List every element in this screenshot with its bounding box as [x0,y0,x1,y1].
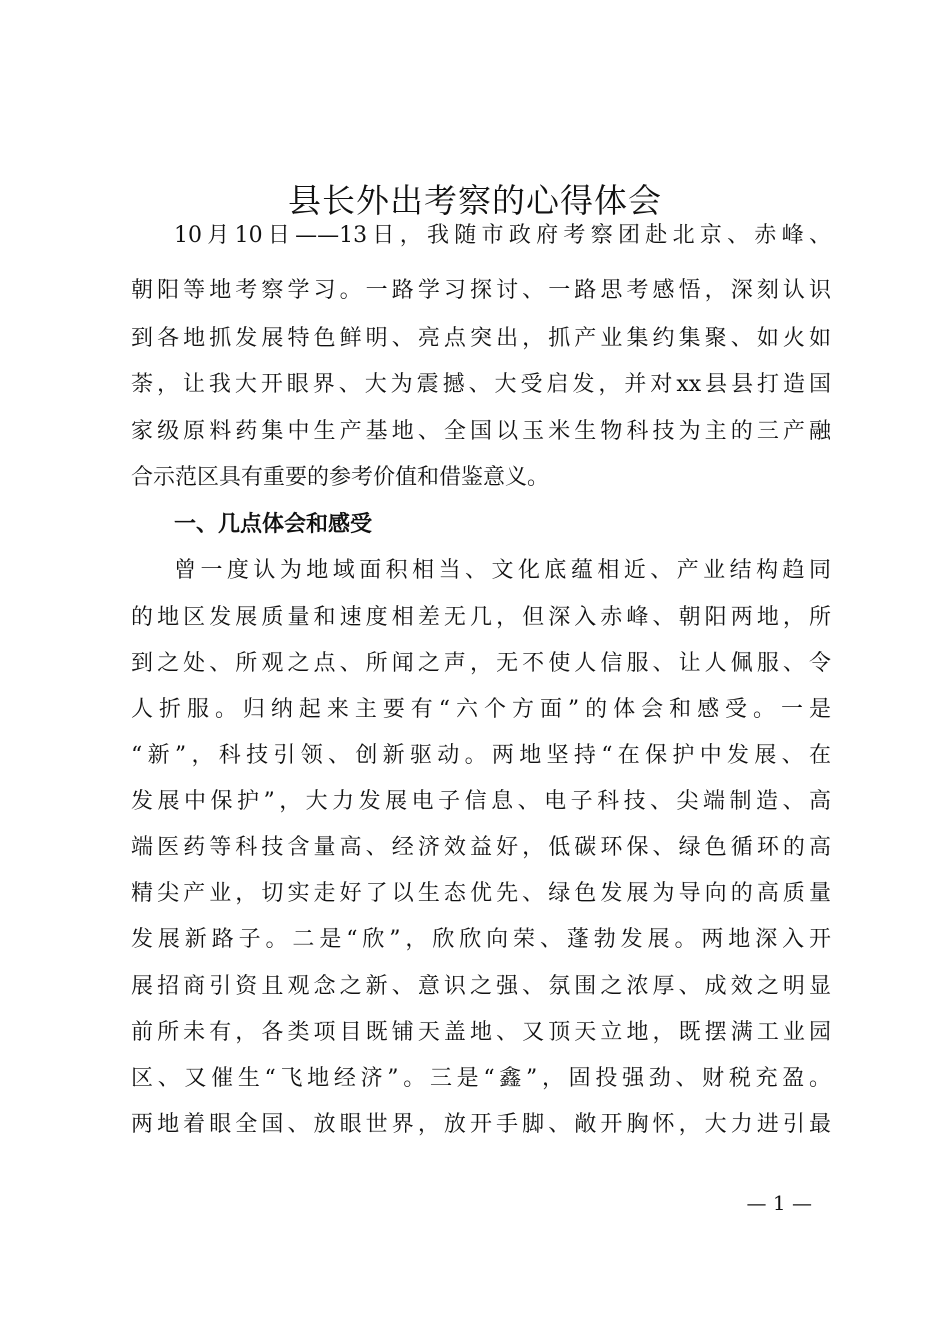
page-number: — 1 — [746,1191,812,1215]
paragraph-line: 前所未有，各类项目既铺天盖地、又顶天立地，既摆满工业园 [131,1020,831,1045]
paragraph-line: 到之处、所观之点、所闻之声，无不使人信服、让人佩服、令 [131,651,831,676]
document-title: 县长外出考察的心得体会 [288,181,662,220]
paragraph-line: 发展新路子。二是“欣”，欣欣向荣、蓬勃发展。两地深入开 [131,927,831,952]
paragraph-line: 的地区发展质量和速度相差无几，但深入赤峰、朝阳两地，所 [131,605,831,630]
paragraph-line: 10月10日——13日，我随市政府考察团赴北京、赤峰、 [174,223,831,248]
paragraph-line: 精尖产业，切实走好了以生态优先、绿色发展为导向的高质量 [131,881,831,906]
paragraph-line: 荼，让我大开眼界、大为震撼、大受启发，并对xx县县打造国 [131,372,831,397]
section-heading: 一、几点体会和感受 [174,512,373,537]
paragraph-line: 朝阳等地考察学习。一路学习探讨、一路思考感悟，深刻认识 [131,278,831,303]
paragraph-line: 区、又催生“飞地经济”。三是“鑫”，固投强劲、财税充盈。 [131,1066,831,1091]
paragraph-line: 合示范区具有重要的参考价值和借鉴意义。 [131,465,550,490]
paragraph-line: 人折服。归纳起来主要有“六个方面”的体会和感受。一是 [131,697,831,722]
paragraph-line: 端医药等科技含量高、经济效益好，低碳环保、绿色循环的高 [131,835,831,860]
paragraph-line: “新”，科技引领、创新驱动。两地坚持“在保护中发展、在 [131,743,831,768]
paragraph-line: 展招商引资且观念之新、意识之强、氛围之浓厚、成效之明显 [131,974,831,999]
paragraph-line: 曾一度认为地域面积相当、文化底蕴相近、产业结构趋同 [174,558,831,583]
paragraph-line: 家级原料药集中生产基地、全国以玉米生物科技为主的三产融 [131,419,831,444]
paragraph-line: 到各地抓发展特色鲜明、亮点突出，抓产业集约集聚、如火如 [131,326,831,351]
paragraph-line: 两地着眼全国、放眼世界，放开手脚、敞开胸怀，大力进引最 [131,1112,831,1137]
paragraph-line: 发展中保护”，大力发展电子信息、电子科技、尖端制造、高 [131,789,831,814]
